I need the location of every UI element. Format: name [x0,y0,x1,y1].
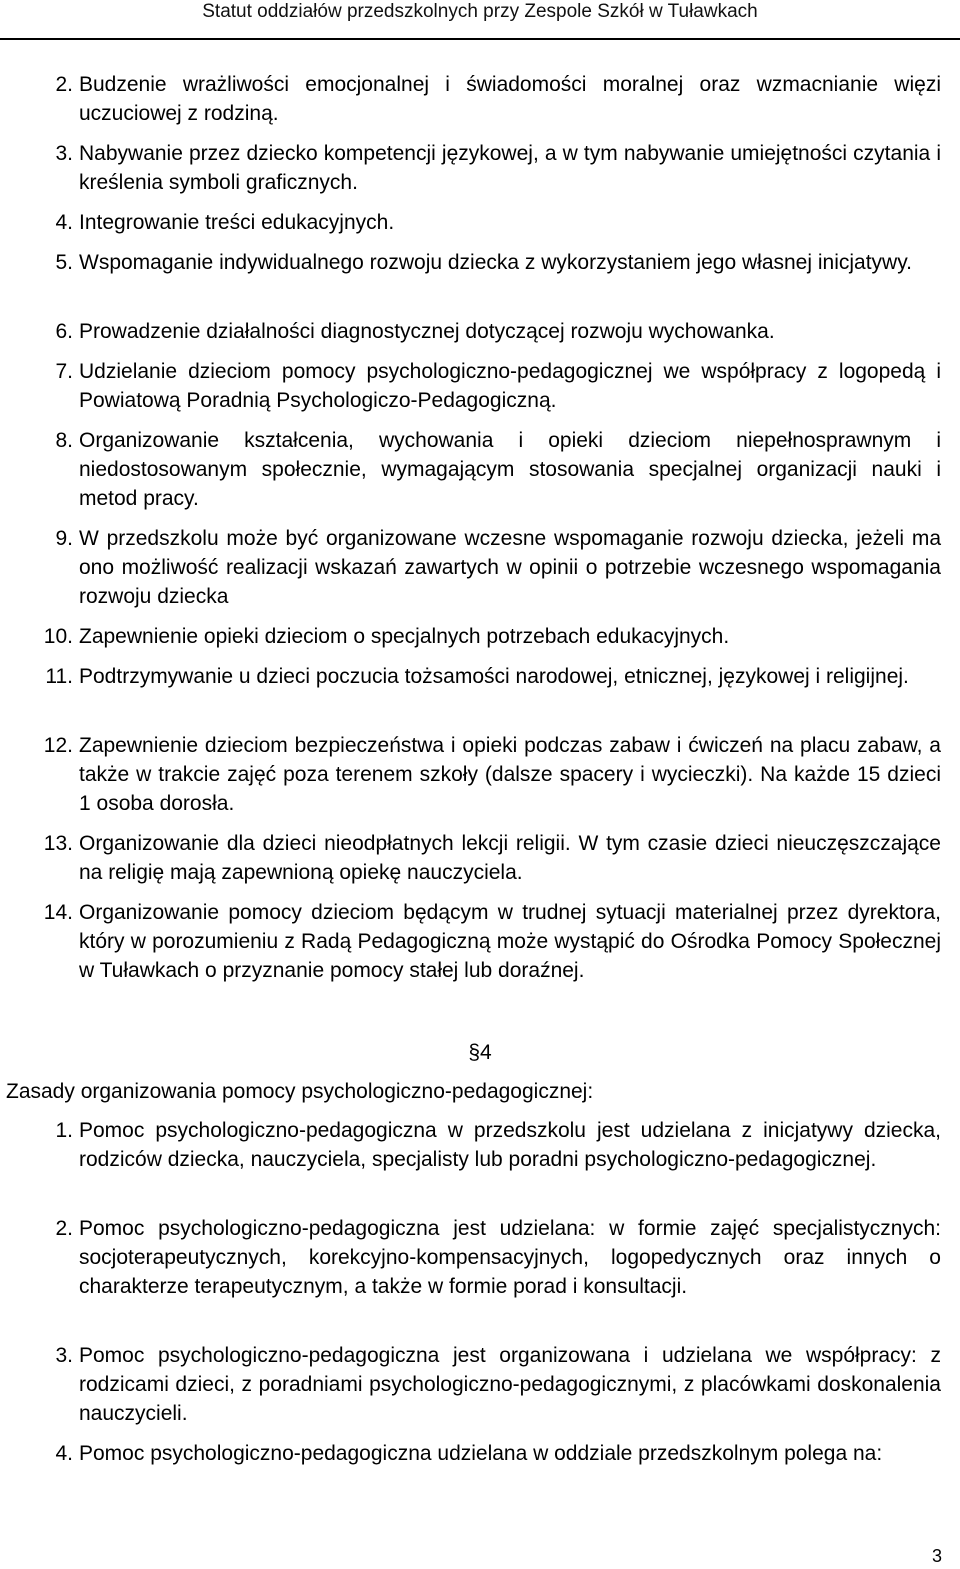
list-item [0,1116,960,1214]
section-mark: §4 [468,1041,492,1064]
item-text: Organizowanie dla dzieci nieodpłatnych lekcji religii. W tym czasie dzieci nieuczęszczające na religię mają zapewnioną opiekę nauczyciela. [79,832,941,884]
psych-support-list [0,1116,960,1508]
goals-list [0,70,960,1025]
item-text: W przedszkolu może być organizowane wczesne wspomaganie rozwoju dziecka, jeżeli ma ono możliwość realizacji wskazań zawartych w opinii o potrzebie wczesnego wspomagania rozwoju dziecka [79,527,941,608]
item-number: 12. [43,734,73,757]
list-item [0,662,960,731]
item-text: Zapewnienie opieki dzieciom o specjalnych potrzebach edukacyjnych. [79,625,730,648]
item-number: 2. [55,73,73,96]
list-item [0,622,960,662]
item-number: 7. [55,360,73,383]
item-text: Nabywanie przez dziecko kompetencji językowej, a w tym nabywanie umiejętności czytania i kreślenia symboli graficznych. [79,142,941,194]
item-number: 3. [55,1344,73,1367]
item-number: 4. [55,211,73,234]
item-text: Pomoc psychologiczno-pedagogiczna w przedszkolu jest udzielana z inicjatywy dziecka, rodziców dziecka, nauczyciela, specjalisty lub poradni psychologiczno-pedagogicznej. [79,1119,941,1171]
list-item [0,1439,960,1508]
item-text: Organizowanie kształcenia, wychowania i opieki dzieciom niepełnosprawnym i niedostosowanym społecznie, wymagającym stosowania specjalnej organizacji nauki i metod pracy. [79,429,941,510]
item-number: 6. [55,320,73,343]
item-number: 9. [55,527,73,550]
item-text: Integrowanie treści edukacyjnych. [79,211,395,234]
item-text: Budzenie wrażliwości emocjonalnej i świadomości moralnej oraz wzmacnianie więzi uczuciowej z rodziną. [79,73,941,125]
list-item [0,898,960,1025]
item-number: 11. [45,665,73,688]
list-item [0,139,960,208]
item-text: Wspomaganie indywidualnego rozwoju dziecka z wykorzystaniem jego własnej inicjatywy. [79,251,912,274]
item-text: Udzielanie dzieciom pomocy psychologiczno-pedagogicznej we współpracy z logopedą i Powiatową Poradnią Psychologiczo-Pedagogiczną. [79,360,941,412]
item-text: Prowadzenie działalności diagnostycznej dotyczącej rozwoju wychowanka. [79,320,775,343]
list-item [0,208,960,248]
item-number: 10. [43,625,73,648]
item-number: 14. [43,901,73,924]
running-header: Statut oddziałów przedszkolnych przy Zespole Szkół w Tuławkach [202,1,758,22]
header-divider [0,38,960,40]
list-item [0,357,960,426]
list-item [0,1214,960,1341]
item-text: Zapewnienie dzieciom bezpieczeństwa i opieki podczas zabaw i ćwiczeń na placu zabaw, a także w trakcie zajęć poza terenem szkoły (dalsze spacery i wycieczki). Na każde 15 dzieci 1 osoba dorosła. [79,734,941,815]
list-item [0,248,960,317]
item-text: Pomoc psychologiczno-pedagogiczna jest udzielana: w formie zajęć specjalistycznych: socjoterapeutycznych, korekcyjno-kompensacyjnych, logopedycznych oraz innych o charakterze terapeutycznym, a także w formie porad i konsultacji. [79,1217,941,1298]
page-number: 3 [931,1546,942,1566]
list-item [0,317,960,357]
item-text: Podtrzymywanie u dzieci poczucia tożsamości narodowej, etnicznej, językowej i religijnej. [79,665,909,688]
item-text: Pomoc psychologiczno-pedagogiczna udzielana w oddziale przedszkolnym polega na: [79,1442,883,1465]
list-item [0,1341,960,1439]
item-number: 4. [55,1442,73,1465]
list-item [0,70,960,139]
item-text: Organizowanie pomocy dzieciom będącym w trudnej sytuacji materialnej przez dyrektora, który w porozumieniu z Radą Pedagogiczną może wystąpić do Ośrodka Pomocy Społecznej w Tuławkach o przyznanie pomocy stałej lub doraźnej. [79,901,941,982]
item-number: 2. [55,1217,73,1240]
item-number: 13. [43,832,73,855]
list-item [0,829,960,898]
item-number: 8. [55,429,73,452]
list-item [0,524,960,622]
item-text: Pomoc psychologiczno-pedagogiczna jest organizowana i udzielana we współpracy: z rodzicami dzieci, z poradniami psychologiczno-pedagogicznymi, z placówkami doskonalenia nauczycieli. [79,1344,941,1425]
item-number: 3. [55,142,73,165]
list-item [0,731,960,829]
item-number: 1. [55,1119,73,1142]
list-item [0,426,960,524]
section-intro: Zasady organizowania pomocy psychologiczno-pedagogicznej: [6,1080,594,1103]
item-number: 5. [55,251,73,274]
